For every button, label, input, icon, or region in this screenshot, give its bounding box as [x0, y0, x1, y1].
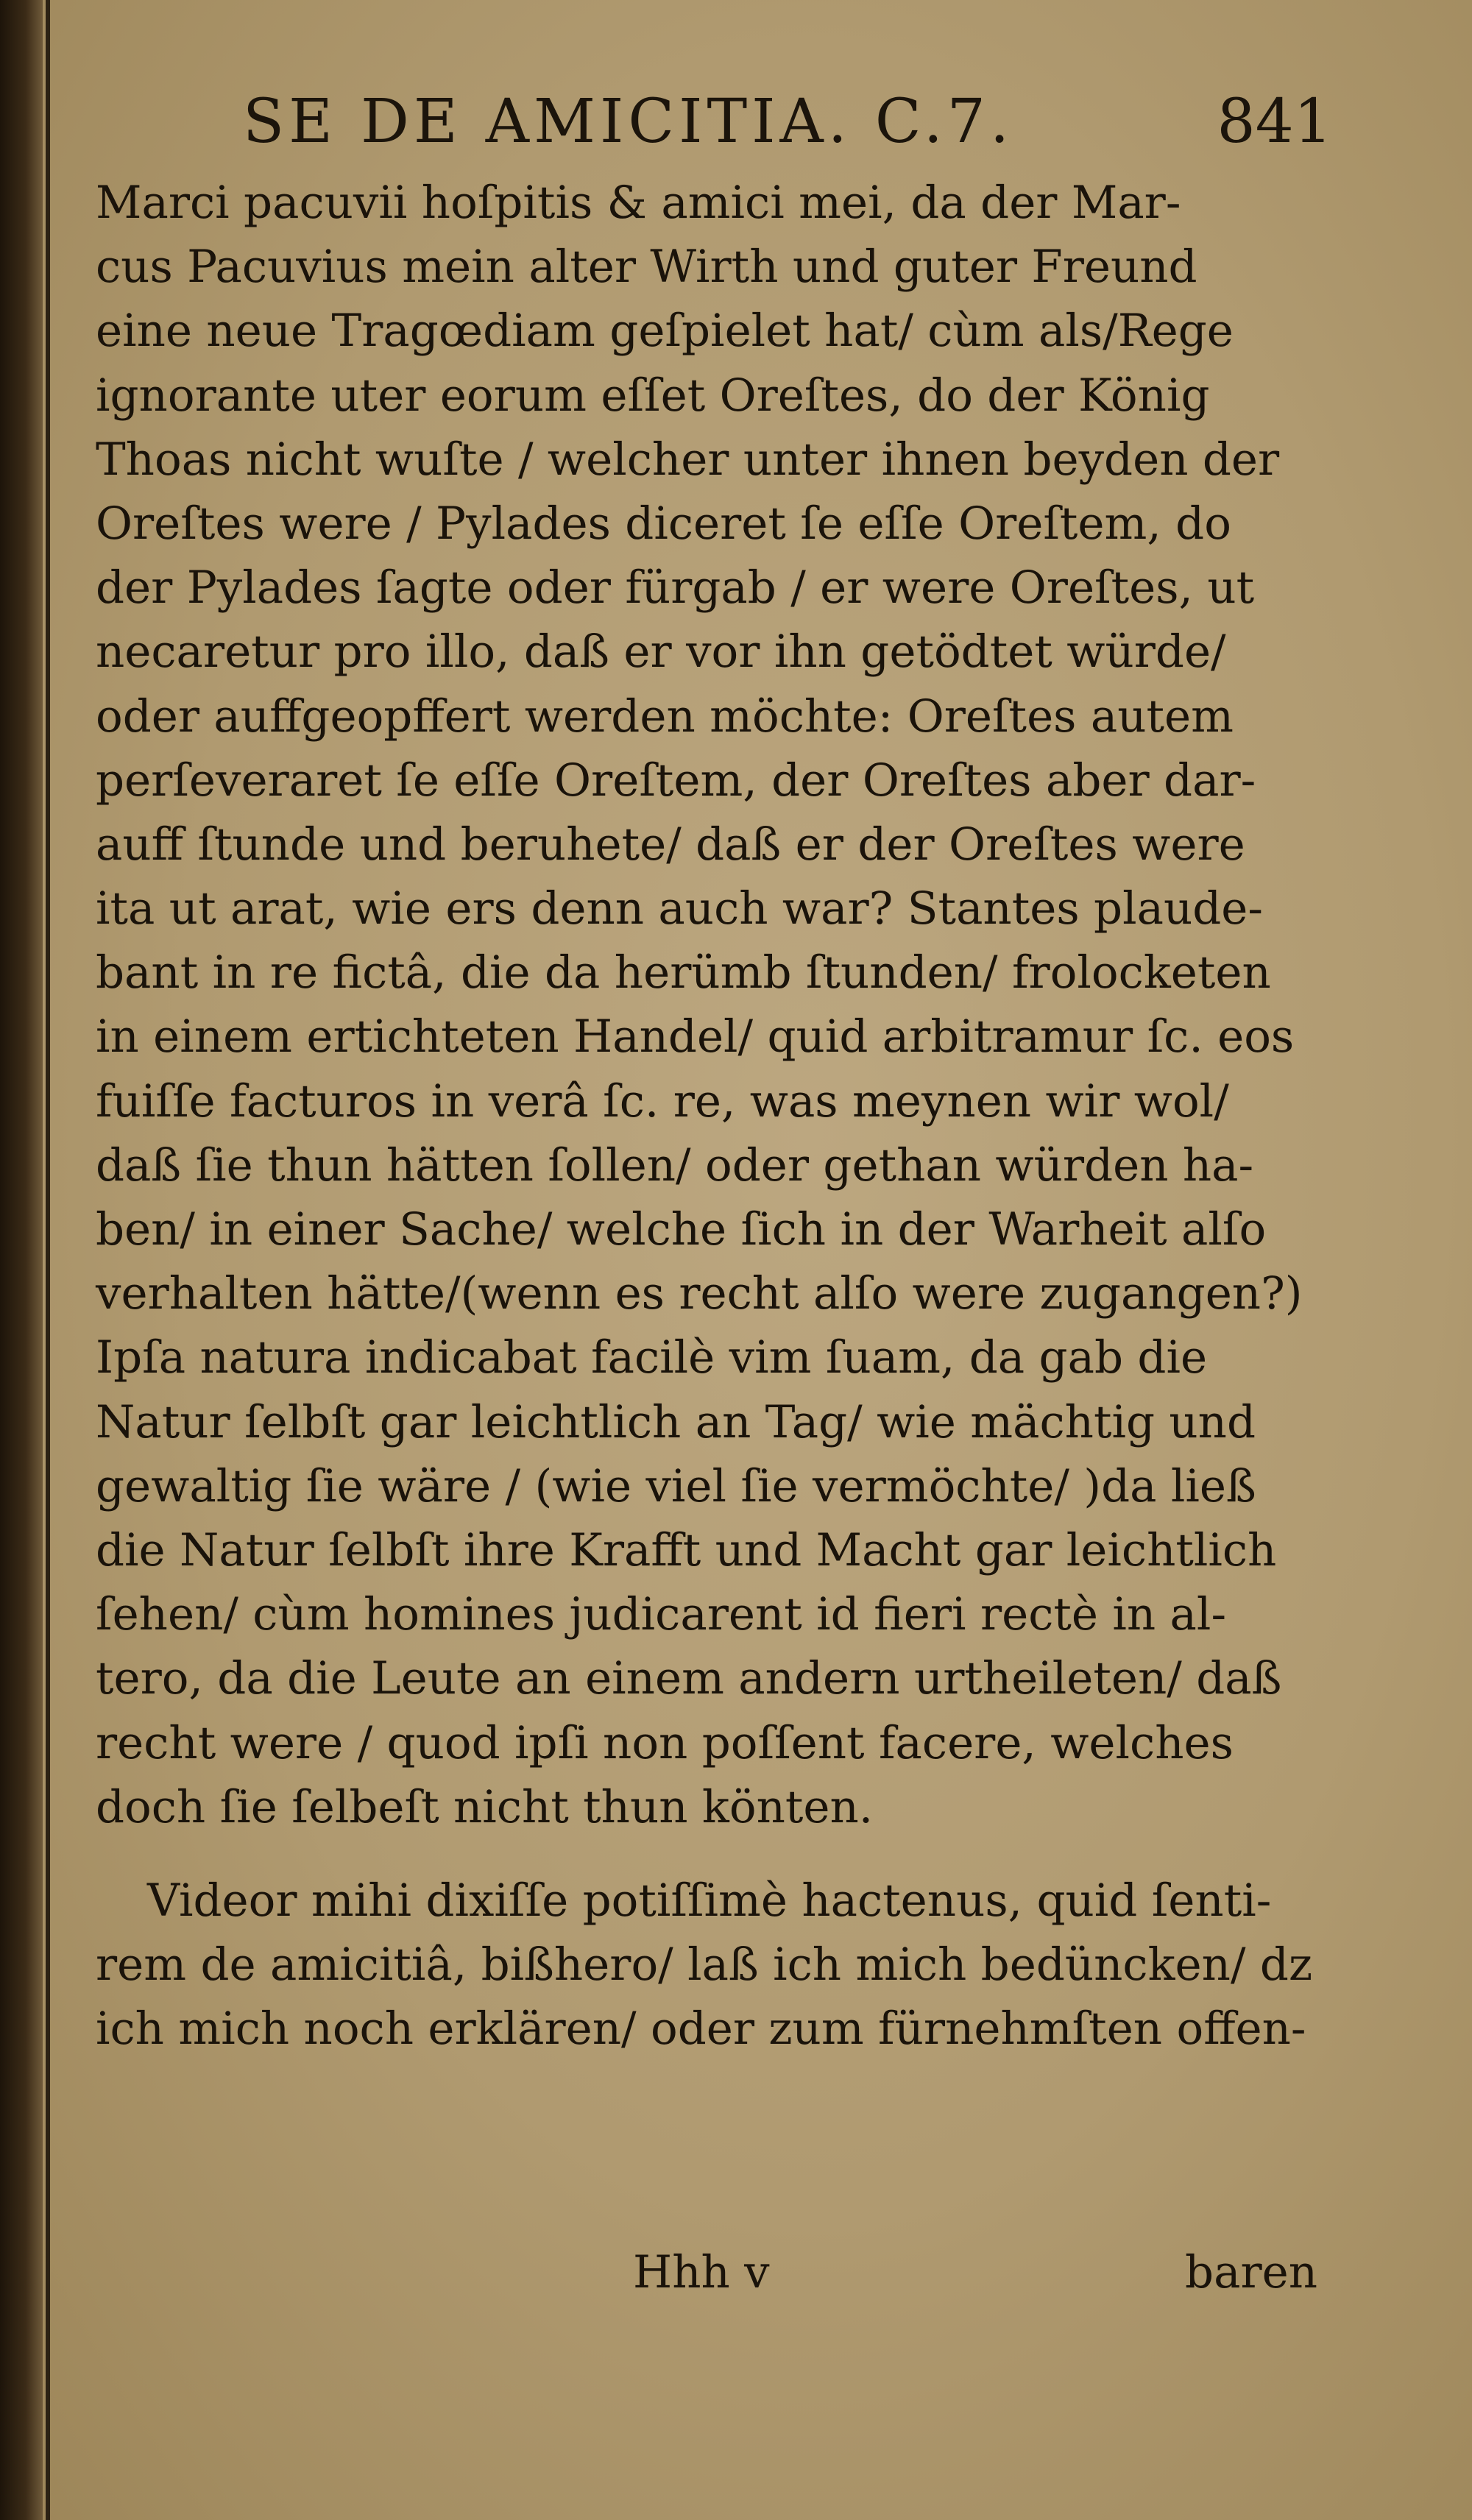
- body-text: [96, 171, 1317, 2061]
- text-line: auff ſtunde und beruhete/ daß er der Oreſtes were: [96, 818, 1245, 871]
- text-line: Marci pacuvii hoſpitis & amici mei, da der Mar-: [96, 177, 1181, 229]
- text-line: Oreſtes were / Pylades diceret ſe eſſe Oreſtem, do: [96, 497, 1231, 550]
- text-line: daß ſie thun hätten ſollen/ oder gethan würden ha-: [96, 1139, 1254, 1192]
- text-line: verhalten hätte/(wenn es recht alſo were zugangen?): [96, 1267, 1303, 1320]
- margin-rule: [46, 0, 50, 2520]
- text-line: doch ſie ſelbeſt nicht thun könten.: [96, 1780, 874, 1833]
- text-line: Natur ſelbſt gar leichtlich an Tag/ wie mächtig und: [96, 1395, 1256, 1448]
- page-header: [243, 81, 1332, 169]
- text-line: in einem ertichteten Handel/ quid arbitramur ſc. eos: [96, 1011, 1295, 1063]
- text-line: fuiſſe facturos in verâ ſc. re, was meynen wir wol/: [96, 1075, 1229, 1128]
- paragraph-1: [96, 171, 1317, 1839]
- text-line: ignorante uter eorum eſſet Oreſtes, do der König: [96, 369, 1210, 422]
- text-line: cus Pacuvius mein alter Wirth und guter Freund: [96, 241, 1197, 294]
- text-line: der Pylades ſagte oder fürgab / er were Oreſtes, ut: [96, 562, 1255, 615]
- paragraph-gap: [96, 1839, 1317, 1869]
- text-line: perſeveraret ſe eſſe Oreſtem, der Oreſtes aber dar-: [96, 754, 1256, 807]
- page-footer: [96, 2240, 1317, 2307]
- text-line: ita ut arat, wie ers denn auch war? Stantes plaude-: [96, 882, 1263, 935]
- catchword: baren: [1185, 2246, 1317, 2298]
- page-number: 841: [1217, 87, 1332, 157]
- text-line: oder auffgeopffert werden möchte: Oreſtes autem: [96, 690, 1234, 743]
- signature-mark: Hhh v: [633, 2246, 770, 2298]
- text-line: Ipſa natura indicabat facilè vim ſuam, da gab die: [96, 1331, 1208, 1384]
- text-line: ſehen/ cùm homines judicarent id fieri rectè in al-: [96, 1588, 1227, 1641]
- text-line: bant in re fictâ, die da herümb ſtunden/ frolocketen: [96, 946, 1271, 999]
- text-line: tero, da die Leute an einem andern urtheileten/ daß: [96, 1652, 1282, 1705]
- running-title: SE DE AMICITIA. C.7.: [243, 87, 1014, 157]
- text-line: eine neue Tragœdiam geſpielet hat/ cùm als/Rege: [96, 305, 1234, 358]
- text-line: gewaltig ſie wäre / (wie viel ſie vermöchte/ )da ließ: [96, 1459, 1256, 1512]
- text-line: die Natur ſelbſt ihre Krafft und Macht gar leichtlich: [96, 1523, 1277, 1576]
- text-line: ich mich noch erklären/ oder zum fürnehmſten offen-: [96, 2003, 1306, 2056]
- text-line: recht were / quod ipſi non poſſent facere, welches: [96, 1716, 1234, 1769]
- text-line: rem de amicitiâ, bißhero/ laß ich mich bedüncken/ dz: [96, 1939, 1313, 1992]
- text-line: Videor mihi dixiſſe potiſſimè hactenus, quid ſenti-: [147, 1874, 1272, 1927]
- text-line: ben/ in einer Sache/ welche ſich in der Warheit alſo: [96, 1203, 1267, 1256]
- paragraph-2: [96, 1869, 1317, 2061]
- text-line: Thoas nicht wuſte / welcher unter ihnen beyden der: [96, 433, 1280, 486]
- binding-gutter: [0, 0, 43, 2520]
- text-line: necaretur pro illo, daß er vor ihn getödtet würde/: [96, 626, 1226, 679]
